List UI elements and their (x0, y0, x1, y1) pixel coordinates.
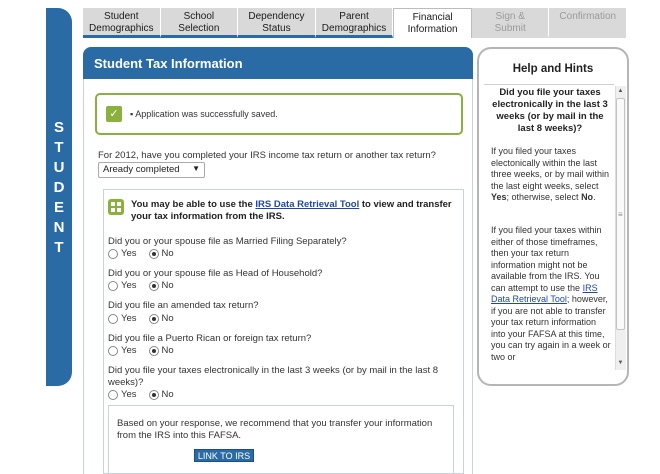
tab-label-line2: Status (262, 22, 291, 34)
side-letter: T (54, 139, 64, 156)
tax-return-status-select[interactable] (98, 162, 205, 178)
student-vertical-label (46, 118, 72, 258)
tab-school-selection[interactable] (161, 8, 239, 38)
question-amended-return: Did you file an amended tax return? (108, 300, 259, 311)
radio-no[interactable] (149, 249, 159, 259)
tab-label-line1: Sign & (495, 11, 525, 22)
tab-parent-demographics[interactable] (316, 8, 394, 38)
panel-header (83, 47, 473, 79)
radio-yes[interactable] (108, 314, 118, 324)
tab-dependency-status[interactable] (238, 8, 316, 38)
radio-yes-label: Yes (121, 345, 137, 356)
help-paragraph-1: If you filed your taxes electonically within the last three weeks, or by mail within the last eight weeks, select Yes; otherwise, select No. (491, 146, 610, 202)
question-foreign-return: Did you file a Puerto Rican or foreign tax return? (108, 333, 312, 344)
tax-return-status-value: Aready completed (103, 164, 180, 175)
side-letter: U (53, 159, 65, 176)
radio-no-label: No (161, 248, 174, 259)
tab-label-line2: Submit (494, 22, 526, 34)
irs-tool-icon (108, 199, 124, 215)
dropdown-arrow-icon: ▼ (192, 164, 200, 173)
radio-no[interactable] (149, 346, 159, 356)
question-filed-electronically: Did you file your taxes electronically in the last 3 weeks (or by mail in the last 8 weeks)? (108, 365, 439, 388)
radio-yes[interactable] (108, 346, 118, 356)
radio-yes[interactable] (108, 249, 118, 259)
question-married-filing-separately: Did you or your spouse file as Married Filing Separately? (108, 236, 347, 247)
irs-tool-message: You may be able to use the IRS Data Retrieval Tool to view and transfer your tax information from the IRS. (131, 199, 452, 222)
radio-yes-label: Yes (121, 248, 137, 259)
radio-no-label: No (161, 313, 174, 324)
help-title: Help and Hints (512, 63, 594, 75)
radio-no-label: No (161, 280, 174, 291)
radio-no-label: No (161, 345, 174, 356)
help-paragraph-2: If you filed your taxes within either of those timeframes, then your tax return information might not be available from the IRS. You can attempt to use the IRS Data Retrieval Tool; however, if you are not able to transfer your tax return information into your FAFSA at this time, you can try again in a week or two or (491, 225, 611, 362)
tab-student-demographics[interactable] (83, 8, 161, 38)
answer-amended-return (108, 313, 174, 324)
answer-filed-electronically (108, 389, 174, 400)
radio-no[interactable] (149, 390, 159, 400)
recommendation-text: Based on your response, we recommend that you transfer your information from the IRS into this FAFSA. (117, 418, 433, 441)
tab-label-line2: Demographics (321, 22, 387, 34)
tab-label-line1: Dependency (248, 11, 305, 22)
radio-yes-label: Yes (121, 389, 137, 400)
tab-label-line1: Confirmation (559, 11, 617, 22)
scroll-grip-icon: ≡ (618, 210, 623, 219)
tab-label-line2: Demographics (89, 22, 154, 34)
link-to-irs-button[interactable]: LINK TO IRS (194, 449, 254, 462)
answer-married-filing-separately (108, 248, 174, 259)
checkmark-icon: ✓ (106, 106, 122, 122)
success-alert (95, 93, 463, 135)
answer-foreign-return (108, 345, 174, 356)
side-letter: S (53, 119, 64, 136)
tab-label-line2: Selection (178, 22, 220, 34)
scroll-up-arrow-icon[interactable]: ▲ (617, 88, 624, 94)
tab-label-line1: Financial (412, 12, 453, 23)
page-title: Student Tax Information (94, 56, 243, 71)
radio-no[interactable] (149, 314, 159, 324)
radio-yes-label: Yes (121, 313, 137, 324)
tab-label-line1: Student (104, 11, 139, 22)
tab-financial-information[interactable] (393, 8, 472, 38)
scroll-down-arrow-icon[interactable]: ▼ (617, 360, 624, 366)
radio-yes[interactable] (108, 281, 118, 291)
radio-yes-label: Yes (121, 280, 137, 291)
section-tabs (83, 8, 626, 38)
answer-head-of-household (108, 280, 174, 291)
tab-confirmation (549, 8, 626, 38)
side-letter: T (54, 239, 64, 256)
side-letter: E (53, 199, 64, 216)
tab-label-line1: Parent (339, 11, 369, 22)
radio-yes[interactable] (108, 390, 118, 400)
success-message: ▪ Application was successfully saved. (130, 109, 278, 119)
question-head-of-household: Did you or your spouse file as Head of Household? (108, 268, 323, 279)
tab-label-line2: Information (407, 23, 458, 35)
radio-no-label: No (161, 389, 174, 400)
help-irs-tool-link[interactable]: IRS Data Retrieval Tool (491, 282, 598, 304)
radio-no[interactable] (149, 281, 159, 291)
help-question: Did you file your taxes electronically in the last 3 weeks (or by mail in the last 8 weeks)? (492, 87, 608, 134)
tab-sign-submit (472, 8, 550, 38)
side-letter: N (53, 219, 65, 236)
tax-return-question: For 2012, have you completed your IRS income tax return or another tax return? (98, 150, 436, 161)
tab-label-line1: School (183, 11, 215, 22)
side-letter: D (53, 179, 65, 196)
irs-data-retrieval-link[interactable]: IRS Data Retrieval Tool (255, 199, 360, 210)
